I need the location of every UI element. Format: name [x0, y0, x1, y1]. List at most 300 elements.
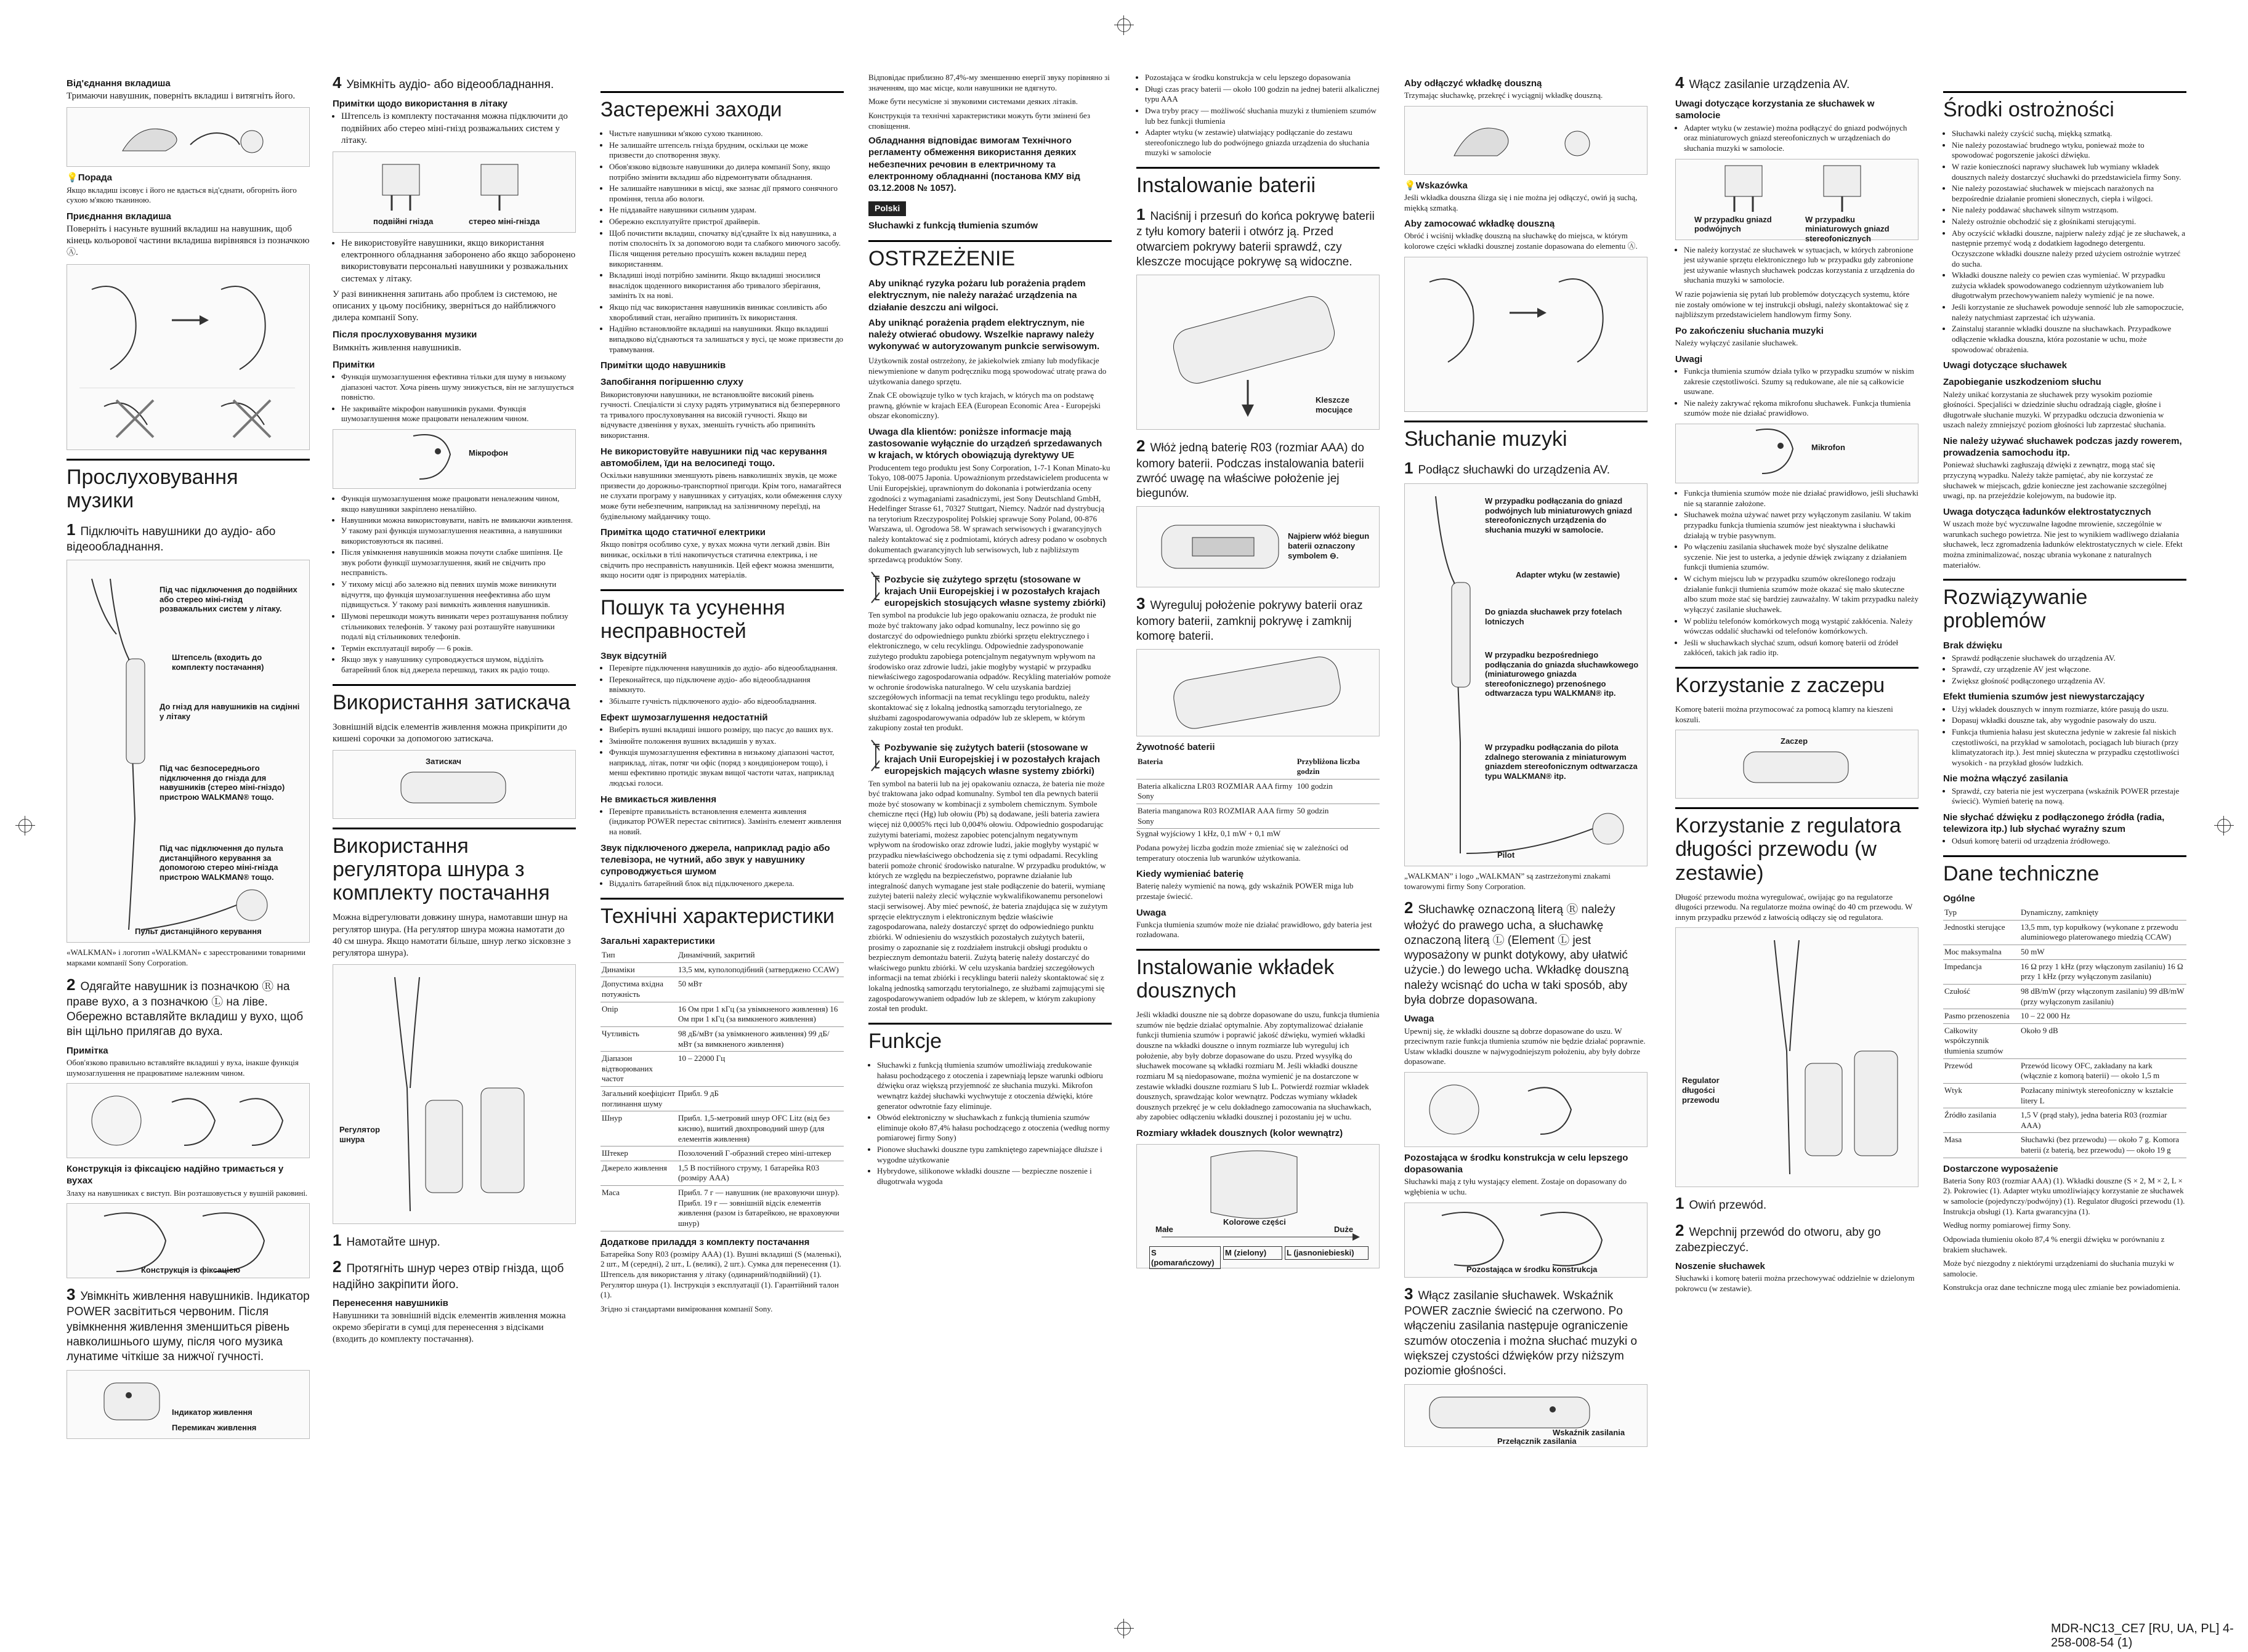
heading-eartips: Instalowanie wkładek dousznych — [1136, 949, 1380, 1002]
spec-row — [1943, 1133, 2186, 1158]
uwagi-6: • W cichym miejscu lub w przypadku szumów określonego rodzaju działanie funkcji tłumienia szumów może okazać się mało skuteczne albo szum może stać się bardziej zauważalny. W takim przypadku należy wyłączyć zasilanie słuchawek. — [1684, 574, 1918, 615]
spec-row — [600, 962, 844, 977]
product-subtitle: Słuchawki z funkcją tłumienia szumów — [868, 220, 1038, 231]
text-design-ua: Конструкція та технічні характеристики можуть бути змінені без сповіщення. — [868, 110, 1091, 131]
spec-row — [600, 1186, 844, 1231]
spec-key: Całkowity współczynnik tłumienia szumów — [1943, 1023, 2020, 1058]
safe-8: • Wkładki douszne należy co pewien czas wymieniać. W przypadku zużycia wkładek spowodowanego codziennym użytkowaniem lub długotrwałym przechowywaniem należy wymienić je na nowe. — [1952, 270, 2186, 301]
pl-ns-2: • Sprawdź, czy urządzenie AV jest włączone. — [1952, 664, 2186, 675]
spec-row — [600, 977, 844, 1002]
text-disposal-2: Ten symbol na baterii lub na jej opakowaniu oznacza, że bateria nie może być traktowana jako odpad komunalny. Symbol ten dla pewnych baterii może być stosowany w kombinacji z symbolem chemicznym. Symbole chemiczne rtęci (Hg) lub ołowiu (Pb) są dodawane, jeśli bateria zawiera więcej niż 0,0005% rtęci lub 0,004% ołowiu. Odpowiednio gospodarując zużytymi bateriami, możesz zapobiec potencjalnym negatywnym wpływom na środowisko oraz zdrowie ludzi, jakie mogłyby wystąpić w przypadku niewłaściwego obchodzenia się z tymi odpadami. Recykling baterii pomoże chronić środowisko naturalne. W przypadku produktów, w których ze względu na bezpieczeństwo, poprawne działanie lub integralność danych wymagane jest stałe podłączenie do baterii, wymianę zużytej baterii należy zlecić wyłącznie wykwalifikowanemu personelowi stacji serwisowej. Aby mieć pewność, że bateria znajdująca się w zużytym sprzęcie elektrycznym i elektronicznym będzie właściwie zagospodarowana, należy dostarczyć sprzęt do odpowiedniego punktu zbiórki. W odniesieniu do wszystkich pozostałych zużytych baterii, prosimy o zapoznanie się z rozdziałem instrukcji obsługi produktu o bezpiecznym demontażu baterii. Zużytą baterię należy dostarczyć do właściwego punktu zbiórki. W celu uzyskania bardziej szczegółowych informacji na temat zbiórki i recyklingu baterii należy skontaktować się z lokalną jednostką samorządu terytorialnego, ze służbami zajmującymi się zagospodarowywaniem odpadów lub ze sklepem, w którym zakupiony został ten produkt. — [868, 778, 1108, 1013]
spec-row — [1943, 1009, 2186, 1024]
document-footer: MDR-NC13_CE7 [RU, UA, PL] 4-258-008-54 (1) — [2051, 1622, 2234, 1650]
label-clip-ua: Затискач — [426, 757, 461, 767]
func-4: • Hybrydowe, silikonowe wkładki douszne — bezpieczne noszenie i długotrwała wygoda — [877, 1166, 1112, 1187]
bat-step-3-text: Wyreguluj położenie pokrywy baterii oraz komory baterii, zamknij pokrywę i zamknij komorę baterii. — [1136, 599, 1363, 643]
registration-mark-top — [1117, 18, 1131, 32]
th-battery: Bateria — [1136, 755, 1296, 780]
func-1: • Słuchawki z funkcją tłumienia szumów umożliwiają zredukowanie hałasu pochodzącego z otoczenia i zapewniają lepsze warunki odbioru dźwięku oraz większą przyjemność ze słuchania muzyki. Mikrofon wewnątrz każdej słuchawki wychwytuje z otoczenia dźwięki, które generator odwrotnie fazy eliminuje. — [877, 1060, 1112, 1111]
text-clip-ua: Зовнішній відсік елементів живлення можна прикріпити до кишені сорочки за допомогою затискача. — [333, 722, 567, 744]
uwagi-1: • Funkcja tłumienia szumów działa tylko w przypadku szumów w niskim zakresie częstotliwości. Szumy są redukowane, ale nie są całkowicie usuwane. — [1684, 366, 1918, 397]
warn-9: • Якщо під час використання навушників виникає сонливість або хворобливий стан, негайно припиніть їх використання. — [609, 302, 844, 323]
label-plug: Штепсель (входить до комплекту постачання) — [172, 653, 264, 672]
heading-trouble-pl: Rozwiązywanie problemów — [1943, 579, 2186, 632]
heading-battery-life: Żywotność baterii — [1136, 742, 1215, 753]
func-3: • Pionowe słuchawki douszne typu zamkniętego zapewniające dłuższe i wygodne użytkowanie — [877, 1145, 1112, 1165]
text-hear-ua: Використовуючи навушники, не встановлюйте високий рівень гучності. Спеціалісти зі слуху радять утримуватися від безперервного та тривалого прослуховування на високій гучності. Якщо ви відчуваєте дзвеніння у вухах, зменшіть гучність або припиніть використання. — [600, 389, 840, 440]
text-uwaga-fit: Upewnij się, że wkładki douszne są dobrze dopasowane do uszu. W przeciwnym razie funkcja tłumienia szumów nie będzie działać poprawnie. Ustaw wkładki douszne w najwygodniejszym położeniu, aby były dobrze dopasowane. — [1404, 1026, 1646, 1066]
spec-value: 10 – 22 000 Hz — [2020, 1009, 2186, 1024]
text-cord-pl: Długość przewodu można wyregulować, owijając go na regulatorze długości przewodu. Na regulatorze można owinąć do 40 cm przewodu. W innym przypadku przewód z łatwością odłączy się od regulatora. — [1675, 892, 1913, 922]
language-tab-polski: Polski — [868, 201, 906, 216]
step-2-ua: 2 Одягайте навушник із позначкою Ⓡ на праве вухо, а з позначкою Ⓛ на ліве. Обережно вставляйте вкладиш у вухо, щоб він щільно прилягав до вуха. — [67, 975, 304, 1039]
heading-spec-pl: Dane techniczne — [1943, 855, 2186, 885]
label-indicator-pl: Wskaźnik zasilania — [1553, 1427, 1625, 1437]
spec-row — [1943, 906, 2186, 920]
heading-plane-ua: Примітки щодо використання в літаку — [333, 99, 507, 110]
ns-1: • Перевірте підключення навушників до аудіо- або відеообладнання. — [609, 663, 844, 674]
heading-remove-tip: Aby odłączyć wkładkę douszną — [1404, 78, 1542, 89]
ef-3: • Функція шумозаглушення ефективна в низькому діапазоні частот, наприклад, літак, потяг чи офіс (поряд з кондиціонером тощо), і менш ефективно протидіє звукам вищої частоти чатах, наприклад людські голоси. — [609, 747, 844, 789]
heading-after-ua: Після прослуховування музики — [333, 329, 477, 340]
figure-cord-ua — [333, 964, 576, 1224]
fn-bat-1: Sygnał wyjściowy 1 kHz, 0,1 mW + 0,1 mW — [1136, 829, 1281, 839]
heading-carry-ua: Перенесення навушників — [333, 1297, 448, 1308]
figure-battery-insert — [1136, 506, 1380, 587]
step-1-text: Підключіть навушники до аудіо- або відеообладнання. — [67, 525, 276, 554]
step-2-text: Одягайте навушник із позначкою Ⓡ на праве вухо, а з позначкою Ⓛ на ліве. Обережно вставляйте вкладиш у вухо, щоб він щільно прилягав до вуха. — [67, 980, 304, 1039]
bat-step-3: 3 Wyreguluj położenie pokrywy baterii oraz komory baterii, zamknij pokrywę i zamknij komorę baterii. — [1136, 594, 1363, 643]
heading-cord-pl: Korzystanie z regulatora długości przewodu (w zestawie) — [1675, 807, 1918, 884]
spec-key: Штекер — [600, 1146, 677, 1161]
warn-7: • Щоб почистити вкладиш, спочатку від'єднайте їх від навушника, а потім сполосніть їх за допомогою води та слабкого миючого засобу. Після чищення ретельно просушіть кожен вкладиш перед використанням. — [609, 228, 844, 270]
ef-2: • Змінюйте положення вушних вкладишів у вухах. — [609, 736, 844, 747]
figure-earbud-detach — [67, 107, 310, 167]
figure-plane-plugs-ua — [333, 151, 576, 233]
heading-hint: 💡Порада — [67, 172, 112, 183]
label-clamps: Kleszcze mocujące — [1316, 395, 1352, 414]
figure-connection-ua — [67, 560, 310, 943]
spec-key: Pasmo przenoszenia — [1943, 1009, 2020, 1024]
pl-ns-3: • Zwiększ głośność podłączonego urządzenia AV. — [1952, 676, 2186, 687]
heading-disposal-1: Pozbycie się zużytego sprzętu (stosowane w krajach Unii Europejskiej i w pozostałych krajach europejskich stosujących własne systemy zbiórki) — [884, 574, 1106, 609]
heading-when-replace: Kiedy wymieniać baterię — [1136, 869, 1244, 880]
spec-row — [600, 1146, 844, 1161]
heading-spec-ua: Технічні характеристики — [600, 898, 844, 928]
heading-listen-ua: Прослуховування музики — [67, 459, 310, 512]
note-ua-2: • Не закривайте мікрофон навушників руками. Функція шумозаглушення може працювати неналежним чином. — [341, 404, 576, 424]
text-acc-pl: Bateria Sony R03 (rozmiar AAA) (1). Wkładki douszne (S × 2, M × 2, L × 2). Pokrowiec (1). Adapter wtyku umożliwiający korzystanie ze słuchawek w samolocie (pojedynczy/podwójny) (1). Regulator długości przewodu (1). Instrukcja obsługi (1). Karta gwarancyjna (1). — [1943, 1175, 2185, 1216]
label-pilot: Pilot — [1497, 850, 1515, 860]
label-clip-pl: Zaczep — [1781, 736, 1808, 746]
heading-general-ua: Загальні характеристики — [600, 936, 715, 946]
heading-uwaga-fit: Uwaga — [1404, 1013, 1434, 1025]
heading-attach-tip: Aby zamocować wkładkę douszną — [1404, 219, 1555, 230]
spec-key: Маса — [600, 1186, 677, 1231]
pw-1: • Перевірте правильність встановлення елемента живлення (індикатор POWER перестає світитися). Замініть елемент живлення на новий. — [609, 807, 844, 837]
column-ua-2 — [333, 73, 576, 1350]
cord-step-2-text: Протягніть шнур через отвір гнізда, щоб надійно закріпити його. — [333, 1262, 564, 1291]
heading-pw-pl: Nie można włączyć zasilania — [1943, 773, 2068, 784]
cord-step-2-pl: 2 Wepchnij przewód do otworu, aby go zabezpieczyć. — [1675, 1220, 1881, 1254]
figure-connection-pl — [1404, 483, 1648, 866]
listen-step-1-pl: 1 Podłącz słuchawki do urządzenia AV. — [1404, 458, 1611, 477]
warn-6: • Обережно експлуатуйте пристрої драйверів. — [609, 217, 844, 227]
pl-ef-2: • Dopasuj wkładki douszne tak, aby wygodnie pasowały do uszu. — [1952, 715, 2186, 726]
label-seat-jack: До гнізд для навушників на сидінні у літаку — [160, 702, 300, 721]
note-ua-4: • Навушники можна використовувати, навіть не вмикаючи живлення. У такому разі функція шумозаглушення неактивна, а навушники використовуються як пасивні. — [341, 515, 576, 546]
spec-value: Słuchawki (bez przewodu) — około 7 g. Komora baterii (z baterią, bez przewodu) — około 19 g — [2020, 1133, 2186, 1158]
note-ua-1: • Функція шумозаглушення ефективна тільки для шуму в низькому діапазоні частот. Хоча рівень шуму знижується, він не заглушується повністю. — [341, 372, 576, 403]
text-drive-pl: Ponieważ słuchawki zagłuszają dźwięki z zewnątrz, mogą stać się przyczyną wypadku. Należy także pamiętać, aby nie korzystać ze słuchawek w miejscach, gdzie konieczne jest zachowanie szczególnej uwagi, np. na przejeździe kolejowym, na budowie itp. — [1943, 460, 2167, 501]
bat-step-1-text: Naciśnij i przesuń do końca pokrywę baterii z tyłu komory baterii i otwórz ją. Przed otwarciem pokrywy baterii sprawdź, czy kleszcze mocujące pokrywę są widoczne. — [1136, 210, 1375, 268]
spec-value: 1,5 V (prąd stały), jedna bateria R03 (rozmiar AAA) — [2020, 1108, 2186, 1133]
cord-step-2-ua: 2 Протягніть шнур через отвір гнізда, щоб надійно закріпити його. — [333, 1257, 564, 1291]
spec-value: 10 – 22000 Гц — [677, 1052, 844, 1087]
uwagi-2: • Nie należy zakrywać rękoma mikrofonu słuchawek. Funkcja tłumienia szumów może nie działać prawidłowo. — [1684, 398, 1918, 419]
spec-key: Przewód — [1943, 1058, 2020, 1083]
step-1-ua: 1 Підключіть навушники до аудіо- або відеообладнання. — [67, 520, 276, 554]
safe-9: • Jeśli korzystanie ze słuchawek powoduje senność lub złe samopoczucie, należy natychmiast zaprzestać ich używania. — [1952, 302, 2186, 323]
figure-wearing-ua — [67, 1083, 310, 1158]
heading-battery: Instalowanie baterii — [1136, 167, 1380, 197]
heading-carry-pl: Noszenie słuchawek — [1675, 1261, 1765, 1272]
spec-key: Джерело живлення — [600, 1161, 677, 1185]
column-ua-3 — [600, 73, 844, 1318]
figure-power-pl — [1404, 1384, 1648, 1447]
label-remote: Пульт дистанційного керування — [135, 927, 262, 937]
text-note-ua: Обов'язково правильно вставляйте вкладиші у вуха, інакше функція шумозаглушення не працюватиме належним чином. — [67, 1057, 299, 1078]
heading-fit-ua: Конструкція із фіксацією надійно тримається у вухах — [67, 1164, 284, 1187]
warn-3: • Обов'язково відвозьте навушники до дилера компанії Sony, якщо потрібно змінити вкладиш або відремонтувати обладнання. — [609, 162, 844, 182]
spec-row — [600, 1161, 844, 1185]
spec-key: Шнур — [600, 1111, 677, 1146]
safe-3: • W razie konieczności naprawy słuchawek lub wymiany wkładek dousznych należy dostarczyć słuchawki do przedstawiciela firmy Sony. — [1952, 162, 2186, 182]
spec-row — [1943, 920, 2186, 945]
figure-attach-tip — [1404, 257, 1648, 412]
safe-6: • Należy ostrożnie obchodzić się z głośnikami sterującymi. — [1952, 217, 2186, 227]
spec-row — [1943, 959, 2186, 984]
spec-key: Moc maksymalna — [1943, 945, 2020, 960]
spec-row — [600, 1026, 844, 1051]
row-manganese-hours: 50 godzin — [1296, 804, 1380, 829]
label-mic-ua: Мікрофон — [469, 448, 508, 458]
text-remove-tip: Trzymając słuchawkę, przekręć i wyciągnij wkładkę douszną. — [1404, 91, 1603, 100]
warn-5: • Не піддавайте навушники сильним ударам. — [609, 205, 844, 216]
figure-plane-plugs-pl — [1675, 159, 1918, 243]
row-manganese: Bateria manganowa R03 ROZMIAR AAA firmy Sony — [1136, 804, 1296, 829]
heading-warn-ua: Застережні заходи — [600, 91, 844, 121]
label-adapter-pl: Adapter wtyku (w zestawie) — [1516, 570, 1620, 580]
label-fit-pl: Pozostająca w środku konstrukcja — [1466, 1264, 1598, 1274]
bat-step-2: 2 Włóż jedną baterię R03 (rozmiar AAA) do komory baterii. Podczas instalowania baterii zwróć uwagę na właściwe położenie jej biegunów. — [1136, 437, 1364, 501]
registration-mark-bottom — [1117, 1622, 1131, 1635]
label-colored-parts: Kolorowe części — [1223, 1217, 1286, 1227]
text-after-ua: Вимкніть живлення навушників. — [333, 342, 461, 353]
label-reg-ua: Регулятор шнура — [339, 1125, 380, 1144]
fn-ua-2: Може бути несумісне зі звуковими системами деяких літаків. — [868, 97, 1078, 107]
plane-pl-1: • Adapter wtyku (w zestawie) można podłączyć do gniazd podwójnych oraz miniaturowych gniazd stereofonicznych w urządzeniach do słuchania muzyki w samolocie. — [1684, 123, 1918, 154]
spec-row — [1943, 945, 2186, 960]
bin-icon — [868, 569, 879, 606]
size-m: M (zielony) — [1223, 1246, 1282, 1260]
heading-nosound-ua: Звук відсутній — [600, 651, 667, 662]
figure-eartip-sizes — [1136, 1144, 1380, 1268]
warn-4: • Не залишайте навушники в місці, яке зазнає дії прямого сонячного проміння, тепла або вологи. — [609, 183, 844, 204]
figure-battery-open — [1136, 275, 1380, 430]
warn-10: • Надійно встановлюйте вкладиші на навушники. Якщо вкладиші випадково від'єднаються та залишаться у вусі, це може призвести до травмування. — [609, 324, 844, 355]
spec-value: 50 мВт — [677, 977, 844, 1002]
text-attach-tip: Obróć i wciśnij wkładkę douszną na słuchawkę do miejsca, w którym kolorowe części wkładki dousznej zostanie dopasowana do elementu Ⓐ. — [1404, 231, 1638, 251]
heading-sizes: Rozmiary wkładek dousznych (kolor wewnątrz) — [1136, 1128, 1343, 1139]
fn-bat-2: Podana powyżej liczba godzin może zmieniać się w zależności od temperatury otoczenia lub warunków użytkowania. — [1136, 842, 1349, 863]
disposal-equipment — [868, 569, 1112, 611]
label-dual-jacks: подвійні гнізда — [373, 217, 434, 227]
registration-mark-left — [18, 819, 32, 832]
spec-table-ua — [600, 948, 844, 1231]
spec-key: Тип — [600, 948, 677, 962]
label-walkman-direct-pl: W przypadku bezpośredniego podłączania do gniazda słuchawkowego (miniaturowego gniazda stereofonicznego) przenośnego odtwarzacza typu WALKMAN® itp. — [1485, 650, 1639, 698]
listen-step-4-pl: 4 Włącz zasilanie urządzenia AV. — [1675, 73, 1850, 92]
figure-clip-ua — [333, 750, 576, 819]
figure-earbud-attach — [67, 264, 310, 450]
uwagi-3: • Funkcja tłumienia szumów może nie działać prawidłowo, jeśli słuchawki nie są starannie założone. — [1684, 488, 1918, 509]
spec-key: Опір — [600, 1002, 677, 1026]
heading-clip-pl: Korzystanie z zaczepu — [1675, 667, 1918, 697]
warn-8: • Вкладиші іноді потрібно замінити. Якщо вкладиші зносилися внаслідок щоденного використання або тривалого зберігання, замініть їх на нові. — [609, 270, 844, 301]
heading-notes-ua: Примітки — [333, 359, 375, 370]
label-walkman-remote: Під час підключення до пульта дистанційного керування за допомогою стерео міні-гнізда пристрою WALKMAN® тощо. — [160, 844, 283, 882]
text-fit-ua: Злаху на навушниках є виступ. Він розташовується у вушній раковині. — [67, 1188, 308, 1198]
heading-gen-pl: Ogólne — [1943, 893, 1975, 904]
heading-clip-ua: Використання затискача — [333, 684, 576, 714]
plane-pl-2: • Nie należy korzystać ze słuchawek w sytuacjach, w których zabronione jest używanie sprzętu elektronicznego lub w przypadku gdy zabronione jest używanie własnych słuchawek podczas korzystania z urządzenia do słuchania muzyki w samolocie. — [1684, 245, 1918, 286]
text-problems-ua: У разі виникнення запитань або проблем із системою, не описаних у цьому посібнику, зверніться до найближчого дилера компанії Sony. — [333, 289, 557, 323]
figure-fit-ua — [67, 1203, 310, 1278]
text-acc-ua: Батарейка Sony R03 (розміру AAA) (1). Вушні вкладиші (S (маленькі), 2 шт., M (середні), 2 шт., L (великі), 2 шт.). Сумка для перенесення (1). Штепсель для використання у літаку (одинарний/подвійний) (1). Регулятор шнура (1). Інструкція з експлуатації (1). Гарантійний талон (1). — [600, 1249, 842, 1300]
footnote-ua: Згідно зі стандартами вимірювання компанії Sony. — [600, 1303, 773, 1313]
label-indicator-ua: Індикатор живлення — [172, 1407, 253, 1417]
bat-step-2-text: Włóż jedną baterię R03 (rozmiar AAA) do komory baterii. Podczas instalowania baterii zwróć uwagę na właściwe położenie jej biegunów. — [1136, 441, 1364, 501]
spec-value: 16 Ом при 1 кГц (за увімкненого живлення) 16 Ом при 1 кГц (за вимкненого живлення) — [677, 1002, 844, 1026]
size-l: L (jasnoniebieski) — [1285, 1246, 1369, 1260]
spec-key: Typ — [1943, 906, 2020, 920]
uwagi-5: • Po włączeniu zasilania słuchawek może być słyszalne delikatne syczenie. Nie jest to usterka, a jedynie dźwięk związany z działaniem funkcji tłumienia szumów. — [1684, 542, 1918, 573]
warn-2: • Не залишайте штепсель гнізда брудним, оскільки це може призвести до спотворення звуку. — [609, 140, 844, 161]
size-s: S (pomarańczowy) — [1149, 1246, 1221, 1269]
heading-fit-pl: Pozostająca w środku konstrukcja w celu lepszego dopasowania — [1404, 1153, 1628, 1175]
spec-key: Wtyk — [1943, 1083, 2020, 1108]
label-fit-design-ua: Конструкція із фіксацією — [141, 1265, 241, 1275]
hint-label: Порада — [78, 172, 112, 183]
cord-step-1-text: Намотайте шнур. — [346, 1236, 440, 1249]
spec-value: 13,5 mm, typ kopułkowy (wykonane z przewodu aluminiowego platerowanego miedzią CCAW) — [2020, 920, 2186, 945]
heading-acc-ua: Додаткове приладдя з комплекту постачання — [600, 1236, 810, 1247]
nz-1: • Віддаліть батарейний блок від підключеного джерела. — [609, 879, 844, 889]
text-fit-pl: Słuchawki mają z tyłu wystający element. Zostaje on dopasowany do wgłębienia w uchu. — [1404, 1177, 1627, 1197]
text-cord-ua: Можна відрегулювати довжину шнура, намотавши шнур на регулятор шнура. (На регулятор шнура можна намотати до 40 см шнура. Якщо намотати більше, шнур легко зісковзне з регулятора шнура). — [333, 913, 571, 958]
heading-note-ua: Примітка — [67, 1045, 108, 1056]
cord-step-1-pl: 1 Owiń przewód. — [1675, 1194, 1767, 1213]
text-after-pl: Należy wyłączyć zasilanie słuchawek. — [1675, 338, 1798, 348]
ns-2: • Переконайтеся, що підключене аудіо- або відеообладнання ввімкнуто. — [609, 675, 844, 695]
spec-key: Допустима вхідна потужність — [600, 977, 677, 1002]
battery-life-table — [1136, 755, 1380, 829]
spec-row — [1943, 1058, 2186, 1083]
spec-key: Impedancja — [1943, 959, 2020, 984]
figure-remove-tip — [1404, 106, 1648, 175]
step-4-ua: 4 Увімкніть аудіо- або відеообладнання. — [333, 73, 554, 92]
text-hint: Якщо вкладиш ізсовує і його не вдається від'єднати, обгорніть його сухою м'якою тканиною. — [67, 185, 297, 205]
spec-key: Загальний коефіцієнт поглинання шуму — [600, 1087, 677, 1111]
heading-funkcje: Funkcje — [868, 1023, 1112, 1053]
note-walkman-pl: „WALKMAN” i logo „WALKMAN” są zastrzeżonymi znakami towarowymi firmy Sony Corporation. — [1404, 871, 1611, 891]
heading-plane-pl: Uwagi dotyczące korzystania ze słuchawek w samolocie — [1675, 99, 1875, 121]
pl-pw-1: • Sprawdź, czy bateria nie jest wyczerpana (wskaźnik POWER przestaje świecić). Wymień baterię na nową. — [1952, 786, 2186, 807]
label-mic-pl: Mikrofon — [1811, 443, 1845, 453]
figure-clip-pl — [1675, 730, 1918, 799]
spec-row — [600, 1052, 844, 1087]
spec-row — [1943, 1108, 2186, 1133]
note-walkman-ua: «WALKMAN» і логотип «WALKMAN» є зареєстрованими товарними марками компанії Sony Corporation. — [67, 948, 305, 967]
note-ua-3: • Функція шумозаглушення може працювати неналежним чином, якщо навушники закріплено неналійно. — [341, 494, 576, 514]
text-warn-1: Użytkownik został ostrzeżony, że jakiekolwiek zmiany lub modyfikacje niewymienione w danym podręczniku mogą spowodować utratę prawa do użytkowania danego sprzętu. — [868, 356, 1107, 386]
heading-ostrzezenie: OSTRZEŻENIE — [868, 240, 1112, 270]
text-static-ua: Якщо повітря особливо сухе, у вухах можна чути легкий дзвін. Він виникає, оскільки в тілі накопичується статична електрика, і не свідчить про несправність навушників. Цей ефект можна зменшити, якщо носити одяг із природних матеріалів. — [600, 539, 835, 580]
disposal-batteries — [868, 737, 1112, 779]
label-airplane-jack-pl: W przypadku podłączania do gniazd podwójnych lub miniaturowych gniazd stereofonicznych urządzenia do słuchania muzyki w samolocie. — [1485, 496, 1633, 534]
column-pl-5 — [1943, 73, 2186, 1297]
spec-value: 13,5 мм, куполоподібний (затверджено CCAW) — [677, 962, 844, 977]
spec-value: Прибл. 7 г — навушник (не враховуючи шнур). Прибл. 19 г — зовнішній відсік елементів живлення (разом із батарейкою, не враховуючи шнур) — [677, 1186, 844, 1231]
heading-nosound-pl: Brak dźwięku — [1943, 640, 2002, 651]
spec-key: Діапазон відтворюваних частот — [600, 1052, 677, 1087]
spec-table-pl — [1943, 906, 2186, 1158]
bat-step-1: 1 Naciśnij i przesuń do końca pokrywę baterii z tyłu komory baterii i otwórz ją. Przed otwarciem pokrywy baterii sprawdź, czy kleszcze mocujące pokrywę są widoczne. — [1136, 205, 1375, 268]
spec-value: Позолочений Г-образний стерео міні-штекер — [677, 1146, 844, 1161]
text-carry-ua: Навушники та зовнішній відсік елементів живлення можна окремо зберігати в сумці для перенесення з відсіками (входить до комплекту постачання). — [333, 1311, 566, 1345]
text-static-pl: W uszach może być wyczuwalne łagodne mrowienie, szczególnie w warunkach suchego powietrza. Nie jest to wynikiem wadliwego działania słuchawek, lecz zgromadzenia ładunków elektrostatycznych w ciele. Efekt można zminimalizować, nosząc ubrania wykonane z naturalnych materiałów. — [1943, 519, 2183, 570]
heading-notes-pl: Uwagi dotyczące słuchawek — [1943, 360, 2067, 371]
spec-value: 98 дБ/мВт (за увімкненого живлення) 99 дБ/мВт (за вимкненого живлення) — [677, 1026, 844, 1051]
column-pl-4 — [1675, 73, 1918, 1298]
text-hint-pl: Jeśli wkładka douszna ślizga się i nie można jej odłączyć, owiń ją suchą, miękką szmatką. — [1404, 193, 1638, 212]
heading-detach: Від'єднання вкладиша — [67, 78, 171, 89]
heading-uwagi-pl: Uwagi — [1675, 353, 1703, 365]
label-mini-pl: W przypadku miniaturowych gniazd stereofonicznych — [1805, 214, 1890, 243]
heading-hear-pl: Zapobieganie uszkodzeniom słuchu — [1943, 377, 2101, 388]
label-small: Małe — [1155, 1225, 1173, 1235]
text-when-replace: Baterię należy wymienić na nową, gdy wskaźnik POWER miga lub przestaje świecić. — [1136, 881, 1354, 901]
uwagi-4: • Słuchawek można używać nawet przy wyłączonym zasilaniu. W takim przypadku funkcja tłumienia szumów jest nieaktywna i słuchawki działają w trybie pasywnym. — [1684, 510, 1918, 541]
label-switch-ua: Перемикач живлення — [172, 1422, 257, 1432]
ns-3: • Збільште гучність підключеного аудіо- або відеообладнання. — [609, 696, 844, 707]
figure-fit-pl — [1404, 1203, 1648, 1278]
step-3-ua: 3 Увімкніть живлення навушників. Індикатор POWER засвітиться червоним. Після увімкнення живлення зменшиться рівень навколишнього шуму, після чого музика лунатиме чіткіше за нижчої гучності. — [67, 1285, 310, 1364]
safe-2: • Nie należy pozostawiać brudnego wtyku, ponieważ może to spowodować pogorszenie jakości dźwięku. — [1952, 140, 2186, 161]
text-regulation-ua: Обладнання відповідає вимогам Технічного регламенту обмеження використання деяких небезпечних речовин в електричному та електронному обладнанні (постанова КМУ від 03.12.2008 № 1057). — [868, 135, 1080, 193]
safe-1: • Słuchawki należy czyścić suchą, miękką szmatką. — [1952, 129, 2186, 139]
spec-row — [1943, 1083, 2186, 1108]
spec-row — [600, 948, 844, 962]
fn-ua-1: Відповідає приблизно 87,4%-му зменшенню енергії звуку порівняно зі значенням, що має місце, коли навушники не вдягнуто. — [868, 73, 1110, 92]
heading-static-pl: Uwaga dotycząca ładunków elektrostatycznych — [1943, 506, 2151, 517]
text-drive-ua: Оскільки навушники зменшують рівень навколишніх звуків, це може призвести до дорожньо-транспортної пригоди. Крім того, намагайтеся не слухати програму у навушниках у ситуаціях, коли обмеження слуху може бути небезпечним, наприклад на залізничному переїзді, на будівельному майданчику тощо. — [600, 470, 843, 521]
spec-value: Dynamiczny, zamknięty — [2020, 906, 2186, 920]
safe-7: • Aby oczyścić wkładki douszne, najpierw należy zdjąć je ze słuchawek, a następnie przemyć wodą z dodatkiem łagodnego detergentu. Oczyszczone wkładki douszne należy przed użyciem ostrożnie wytrzeć do sucha. — [1952, 228, 2186, 270]
spec-value: Прибл. 9 дБ — [677, 1087, 844, 1111]
heading-power-ua: Не вмикається живлення — [600, 794, 717, 805]
spec-key: Masa — [1943, 1133, 2020, 1158]
heading-safety-pl: Środki ostrożności — [1943, 91, 2186, 121]
figure-cord-pl — [1675, 927, 1918, 1187]
heading-hear-ua: Примітки щодо навушників — [600, 360, 726, 371]
spec-value: 50 mW — [2020, 945, 2186, 960]
fn-pl-2: Odpowiada tłumieniu około 87,4 % energii dźwięku w porównaniu z brakiem słuchawek. — [1943, 1234, 2165, 1254]
cord-step-1-pl-text: Owiń przewód. — [1689, 1199, 1767, 1212]
label-walkman-remote-pl: W przypadku podłączania do pilota zdalnego sterowania z miniaturowym gniazdem stereofonicznym odtwarzacza typu WALKMAN® itp. — [1485, 743, 1638, 781]
fn-pl-3: Może być niezgodny z niektórymi urządzeniami do słuchania muzyki w samolocie. — [1943, 1259, 2175, 1278]
label-reg-pl: Regulator długości przewodu — [1682, 1076, 1720, 1105]
func-2: • Obwód elektroniczny w słuchawkach z funkcją tłumienia szumów eliminuje około 87,4% hałasu pochodzącego z otoczenia (według normy pomiarowej firmy Sony) — [877, 1113, 1112, 1143]
listen-step-2-pl: 2 Słuchawkę oznaczoną literą Ⓡ należy włożyć do prawego ucha, a słuchawkę oznaczoną literą Ⓛ (Element Ⓛ jest wyposażony w punkt dotykowy, aby ułatwić użycie.) do lewego ucha. Wkładkę douszną należy wcisnąć do ucha w taki sposób, aby była dobrze dopasowana. — [1404, 898, 1629, 1007]
text-clip-pl: Komorę baterii można przymocować za pomocą klamry na kieszeni koszuli. — [1675, 704, 1893, 724]
note-ua-8: • Термін експлуатації виробу — 6 років. — [341, 643, 576, 654]
label-switch-pl: Przełącznik zasilania — [1497, 1436, 1577, 1446]
pl-ns-1: • Sprawdź podłączenie słuchawek do urządzenia AV. — [1952, 653, 2186, 664]
text-eartips: Jeśli wkładki douszne nie są dobrze dopasowane do uszu, funkcja tłumienia szumów nie będzie działać optymalnie. Aby zoptymalizować działanie funkcji tłumienia szumów i poprawić jakość dźwięku, wymień wkładki douszne na wkładki douszne o innym rozmiarze lub wyreguluj ich położenie, aby były dobrze dopasowane do uszu. Przed wysyłką do słuchawek mocowane są wkładki rozmiaru M. Jeśli wkładki douszne rozmiaru M są niedopasowane, można wymienić je na dostarczone w zestawie wkładki douszne rozmiaru S lub L. Potwierdź rozmiar wkładek dousznych, sprawdzając kolor wewnątrz. Podczas wymiany wkładek dousznych przekręć je w celu dokładnego zamocowania na słuchawkach, aby zapobiec odłączeniu wkładki dousznej i pozostaniu jej w uchu. — [1136, 1010, 1380, 1122]
spec-value: Pozłacany miniwtyk stereofoniczny w kształcie litery L — [2020, 1083, 2186, 1108]
uwagi-7: • W pobliżu telefonów komórkowych mogą wystąpić zakłócenia. Należy wówczas oddalić słuchawki od telefonów komórkowych. — [1684, 616, 1918, 637]
figure-power-ua — [67, 1370, 310, 1439]
spec-key: Czułość — [1943, 984, 2020, 1009]
heading-hint-pl: 💡Wskazówka — [1404, 180, 1468, 191]
spec-key: Чутливість — [600, 1026, 677, 1051]
figure-mic-ua — [333, 429, 576, 489]
label-dual-pl: W przypadku gniazd podwójnych — [1694, 214, 1772, 234]
uwagi-8: • Jeśli w słuchawkach słychać szum, odsuń komorę baterii od źródeł zakłóceń, takich jak radio itp. — [1684, 638, 1918, 658]
note-ua-9: • Якщо звук у навушнику супроводжується шумом, відділіть батарейний блок від джерела перешкод, таких як радіо тощо. — [341, 655, 576, 675]
spec-key: Динаміки — [600, 962, 677, 977]
text-disposal-1: Ten symbol na produkcie lub jego opakowaniu oznacza, że produkt nie może być traktowany jako odpad komunalny, lecz powinno się go dostarczyć do odpowiedniego punktu zbiórki sprzętu elektrycznego i elektronicznego, w celu recyklingu. Odpowiednie zadysponowanie zużytego produktu zapobiega potencjalnym negatywnym wpływom na środowisko oraz zdrowie ludzi, jakie mogłyby wystąpić w przypadku niewłaściwego zagospodarowania odpadów. Recykling materiałów pomoże w ochronie środowiska naturalnego. W celu uzyskania bardziej szczegółowych informacji na temat recyklingu tego produktu, należy skontaktować się z lokalną jednostką samorządu terytorialnego, ze służbami zagospodarowywania odpadów lub ze sklepem, w którym zakupiony został ten produkt. — [868, 610, 1111, 733]
label-stereo-jacks: стерео міні-гнізда — [469, 217, 540, 227]
step-3-text: Увімкніть живлення навушників. Індикатор POWER засвітиться червоним. Після увімкнення живлення зменшиться рівень навколишнього шуму, після чого музика лунатиме чіткіше за нижчої гучності. — [67, 1290, 310, 1364]
row-alkaline-hours: 100 godzin — [1296, 779, 1380, 804]
column-ua-1 — [67, 73, 310, 1444]
label-pole: Najpierw włóż biegun baterii oznaczony symbolem ⊖. — [1288, 531, 1370, 560]
spec-value: Прибл. 1,5-метровий шнур OFC Litz (від без кисню), вшитий двохпроводний шнур (для елементів живлення) — [677, 1111, 844, 1146]
text-design-pl: Konstrukcja oraz dane techniczne mogą ulec zmianie bez powiadomienia. — [1943, 1283, 2181, 1292]
note-ua-6: • У тихому місці або залежно від певних шумів може виникнути відчуття, що функція шумозаглушення неефективна або шум підвищується. У такому разі вимкніть живлення навушників. — [341, 579, 576, 610]
heading-radio-pl: Nie słychać dźwięku z podłączonego źródła (radia, telewizora itp.) lub słychać wyraźny szum — [1943, 812, 2165, 835]
th-hours: Przybliżona liczba godzin — [1296, 755, 1380, 780]
spec-row — [1943, 1023, 2186, 1058]
label-walkman-direct: Під час безпосереднього підключення до гнізда для навушників (стерео міні-гніздо) пристрою WALKMAN® тощо. — [160, 764, 285, 802]
heading-listen-pl: Słuchanie muzyki — [1404, 421, 1648, 451]
heading-noise-ua: Звук підключеного джерела, наприклад радіо або телевізора, не чутний, або звук у навушнику супроводжується шумом — [600, 842, 830, 877]
spec-key: Jednostki sterujące — [1943, 920, 2020, 945]
fn-pl-1: Według normy pomiarowej firmy Sony. — [1943, 1220, 2071, 1230]
cord-step-1-ua: 1 Намотайте шнур. — [333, 1231, 440, 1250]
figure-battery-close — [1136, 649, 1380, 736]
spec-row — [600, 1002, 844, 1026]
func-5: • Pozostająca w środku konstrukcja w celu lepszego dopasowania — [1145, 73, 1380, 83]
battery-bin-icon — [868, 737, 879, 774]
heading-hear2-ua: Запобігання погіршенню слуху — [600, 377, 743, 388]
ef-1: • Виберіть вушні вкладиші іншого розміру, що пасує до ваших вух. — [609, 725, 844, 735]
spec-row — [1943, 984, 2186, 1009]
column-pl-2 — [1136, 73, 1380, 1273]
